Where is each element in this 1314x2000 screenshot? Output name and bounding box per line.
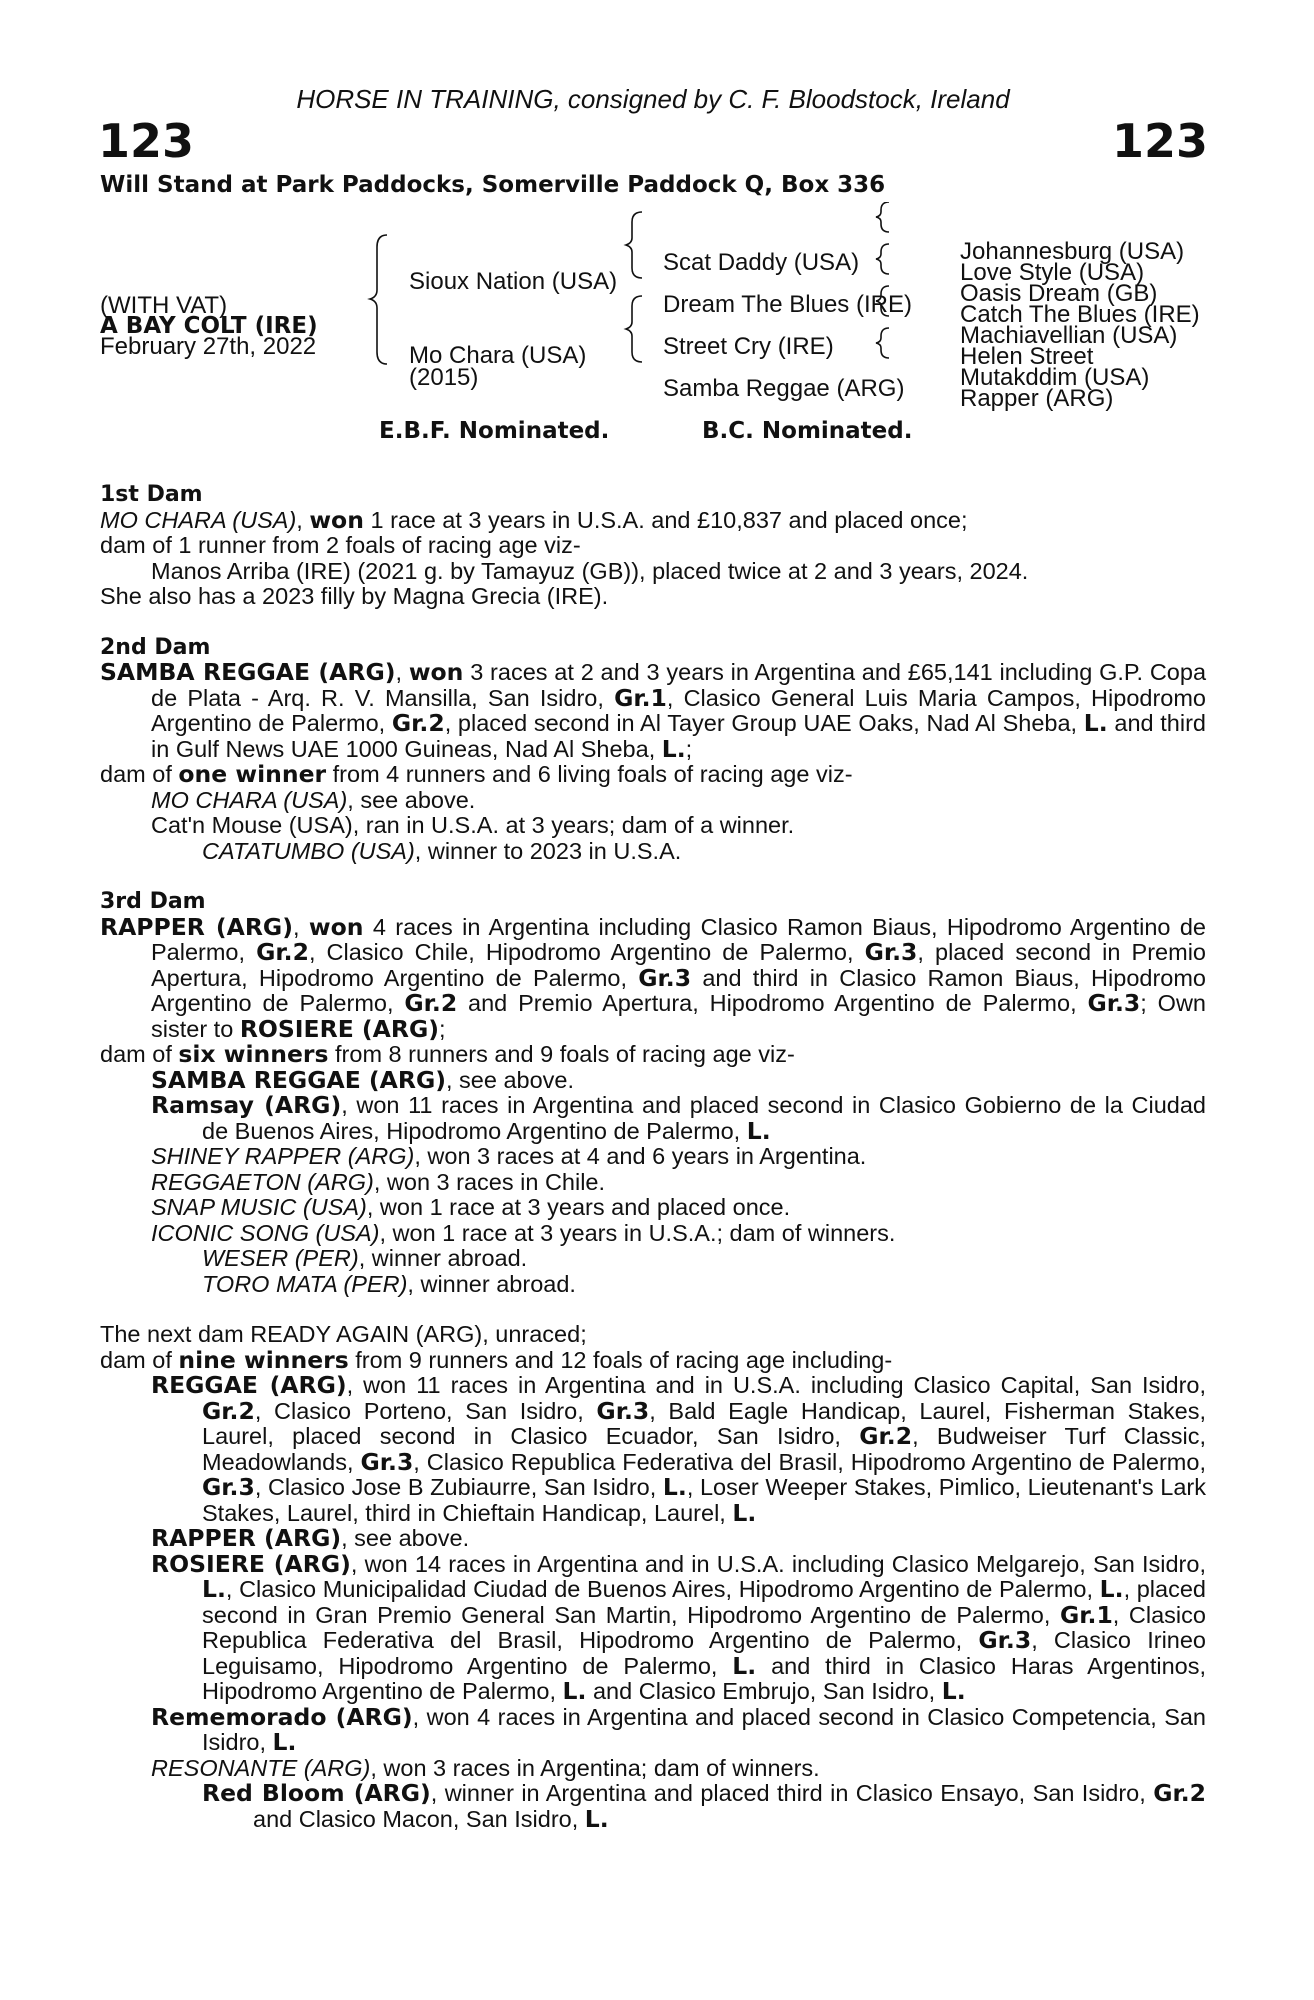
gen3-entry: Rapper (ARG) bbox=[960, 385, 1114, 412]
produce-text: dam of bbox=[100, 1041, 179, 1067]
listed-label: L. bbox=[1099, 1575, 1124, 1603]
produce-text: , Clasico Republica Federativa del Brasil, Hipodromo Argentino de Palermo, bbox=[413, 1448, 1206, 1475]
produce-text: , won 11 races in Argentina and in U.S.A. including Clasico Capital, San Isidro, bbox=[346, 1372, 1206, 1398]
group-label: Gr.3 bbox=[360, 1447, 414, 1476]
listed-label: L. bbox=[562, 1677, 587, 1705]
produce-entry bbox=[100, 788, 1206, 814]
produce-entry bbox=[100, 1373, 1206, 1526]
produce-text: and Clasico Embrujo, San Isidro, bbox=[586, 1678, 942, 1704]
third-dam-heading: 3rd Dam bbox=[100, 889, 206, 914]
group-label: Gr.2 bbox=[404, 989, 458, 1017]
vat-label: (WITH VAT) bbox=[100, 292, 228, 319]
dam-name: Mo Chara (USA) bbox=[409, 342, 587, 369]
second-dam-name: SAMBA REGGAE (ARG) bbox=[100, 658, 396, 686]
produce-name: CATATUMBO (USA) bbox=[202, 837, 415, 864]
record-text: ; bbox=[439, 1015, 446, 1042]
produce-name: TORO MATA (PER) bbox=[202, 1270, 408, 1297]
dam-sire: Street Cry (IRE) bbox=[663, 333, 834, 360]
produce-text: , won 3 races in Argentina; dam of winners. bbox=[370, 1754, 820, 1781]
produce-name: RAPPER (ARG) bbox=[151, 1524, 342, 1552]
produce-text: , Clasico Republica Federativa del Brasil, Hipodromo Argentino de Palermo, bbox=[202, 1601, 1206, 1653]
gen3-entry: Oasis Dream (GB) bbox=[960, 280, 1158, 307]
produce-name: REGGAETON (ARG) bbox=[151, 1168, 374, 1195]
won-label: won bbox=[308, 912, 364, 941]
produce-name: Ramsay (ARG) bbox=[151, 1091, 342, 1119]
foaling-date: February 27th, 2022 bbox=[100, 333, 317, 360]
bracket-sire-dam bbox=[370, 235, 387, 364]
produce-text: , winner abroad. bbox=[358, 1245, 528, 1271]
produce-text: , placed second in Gran Premio General San Martin, Hipodromo Argentino de Palermo, bbox=[202, 1576, 1206, 1628]
produce-text: , see above. bbox=[445, 1066, 575, 1093]
first-dam-note: She also has a 2023 filly by Magna Grecia (IRE). bbox=[100, 583, 609, 609]
produce-name: ROSIERE (ARG) bbox=[151, 1549, 351, 1578]
produce-entry bbox=[100, 1170, 1206, 1196]
produce-text: from 8 runners and 9 foals of racing age viz- bbox=[328, 1041, 795, 1067]
bracket-sire-line bbox=[626, 212, 642, 278]
sister-name: ROSIERE (ARG) bbox=[239, 1014, 439, 1043]
produce-text: , winner in Argentina and placed third in Clasico Ensayo, San Isidro, bbox=[430, 1780, 1154, 1806]
produce-entry: Cat'n Mouse (USA), ran in U.S.A. at 3 years; dam of a winner. bbox=[151, 812, 795, 838]
sire-sire: Scat Daddy (USA) bbox=[663, 249, 860, 276]
next-dam-produce bbox=[100, 1345, 1206, 1374]
bracket-gen3-1 bbox=[876, 202, 889, 232]
listed-label: L. bbox=[661, 734, 686, 763]
produce-text: , Budweiser Turf Classic, Meadowlands, bbox=[202, 1423, 1206, 1475]
third-dam-produce bbox=[100, 1042, 1206, 1068]
listed-label: L. bbox=[584, 1804, 609, 1833]
horse-name: A BAY COLT (IRE) bbox=[100, 313, 318, 339]
record-text: 3 races at 2 and 3 years in Argentina and £65,141 including G.P. Copa de Plata - Arq. R. V. Mansilla, San Isidro, bbox=[151, 659, 1207, 711]
produce-entry: Manos Arriba (IRE) (2021 g. by Tamayuz (GB)), placed twice at 2 and 3 years, 2024. bbox=[151, 557, 1029, 584]
produce-text: , Clasico Jose B Zubiaurre, San Isidro, bbox=[254, 1474, 663, 1500]
produce-entry bbox=[100, 1781, 1206, 1832]
gen3-entry: Helen Street bbox=[960, 343, 1094, 370]
produce-entry bbox=[100, 1221, 1206, 1247]
group-label: Gr.2 bbox=[256, 938, 309, 966]
produce-name: Rememorado (ARG) bbox=[151, 1702, 413, 1731]
second-dam-record: SAMBA REGGAE (ARG), won 3 races at 2 and 3 years in Argentina and £65,141 including G.P. Copa de Plata - Arq. R. V. Mansilla, San Isidro, Gr.1, Clasico General Luis Maria Campos, Hipodromo Argentino de Palermo, Gr.2, placed second in Al Tayer Group UAE Oaks, Nad Al Sheba, L. and third in Gulf News UAE 1000 Guineas, Nad Al Sheba, L.; bbox=[100, 658, 1207, 763]
produce-text: from 4 runners and 6 living foals of racing age viz- bbox=[326, 761, 853, 787]
first-dam-record: MO CHARA (USA), won 1 race at 3 years in U.S.A. and £10,837 and placed once; bbox=[100, 505, 968, 534]
stand-location: Will Stand at Park Paddocks, Somerville Paddock Q, Box 336 bbox=[100, 172, 886, 198]
bc-nomination: B.C. Nominated. bbox=[702, 418, 913, 444]
lot-number-left: 123 bbox=[98, 114, 195, 168]
produce-text: , Clasico Irineo Leguisamo, Hipodromo Argentino de Palermo, bbox=[202, 1627, 1206, 1679]
won-label: won bbox=[408, 658, 464, 686]
produce-name: ICONIC SONG (USA) bbox=[151, 1219, 380, 1246]
produce-text: , winner to 2023 in U.S.A. bbox=[414, 837, 682, 864]
produce-name: Red Bloom (ARG) bbox=[202, 1779, 431, 1807]
produce-entry bbox=[100, 1526, 1206, 1552]
produce-entry bbox=[100, 1272, 1206, 1298]
group-label: Gr.3 bbox=[596, 1396, 650, 1425]
produce-text: , won 14 races in Argentina and in U.S.A. including Clasico Melgarejo, San Isidro, bbox=[350, 1550, 1206, 1577]
produce-text: , Clasico Municipalidad Ciudad de Buenos Aires, Hipodromo Argentino de Palermo, bbox=[225, 1576, 1100, 1602]
produce-text: , Clasico Porteno, San Isidro, bbox=[254, 1397, 597, 1424]
ebf-nomination: E.B.F. Nominated. bbox=[379, 418, 610, 444]
group-label: Gr.3 bbox=[1087, 989, 1141, 1017]
winners-count: six winners bbox=[178, 1040, 329, 1068]
listed-label: L. bbox=[272, 1728, 297, 1756]
produce-entry bbox=[100, 1246, 1206, 1272]
listed-label: L. bbox=[941, 1677, 966, 1705]
produce-record bbox=[100, 482, 1206, 1832]
produce-entry bbox=[100, 1549, 1206, 1705]
first-dam-heading: 1st Dam bbox=[100, 482, 203, 507]
produce-name: WESER (PER) bbox=[202, 1245, 359, 1271]
produce-text: , won 1 race at 3 years in U.S.A.; dam of winners. bbox=[379, 1219, 896, 1246]
sire-dam: Dream The Blues (IRE) bbox=[663, 291, 912, 318]
produce-text: , see above. bbox=[341, 1525, 470, 1551]
group-label: Gr.2 bbox=[1153, 1779, 1206, 1807]
produce-text: , see above. bbox=[347, 786, 476, 813]
won-label: won bbox=[309, 505, 364, 534]
listed-label: L. bbox=[746, 1116, 771, 1145]
group-label: Gr.2 bbox=[391, 709, 445, 737]
record-text: 1 race at 3 years in U.S.A. and £10,837 and placed once; bbox=[363, 506, 968, 533]
produce-name: SNAP MUSIC (USA) bbox=[151, 1194, 367, 1220]
produce-text: , winner abroad. bbox=[407, 1270, 576, 1297]
dam-year: (2015) bbox=[409, 364, 479, 391]
listed-label: L. bbox=[662, 1473, 687, 1501]
produce-entry bbox=[100, 1093, 1206, 1144]
group-label: Gr.2 bbox=[202, 1396, 255, 1425]
record-text: ; Own sister to bbox=[151, 990, 1206, 1042]
record-text: 4 races in Argentina including Clasico Ramon Biaus, Hipodromo Argentino de Palermo, bbox=[151, 913, 1206, 965]
second-dam-produce bbox=[100, 762, 1206, 788]
record-text: and third in Clasico Ramon Biaus, Hipodromo Argentino de Palermo, bbox=[151, 964, 1206, 1016]
produce-entry bbox=[100, 839, 1206, 865]
bracket-gen3-4 bbox=[876, 328, 889, 358]
third-dam-record: RAPPER (ARG), won 4 races in Argentina including Clasico Ramon Biaus, Hipodromo Argentino de Palermo, Gr.2, Clasico Chile, Hipodromo Argentino de Palermo, Gr.3, placed second in Premio Apertura, Hipodromo Argentino de Palermo, Gr.3 and third in Clasico Ramon Biaus, Hipodromo Argentino de Palermo, Gr.2 and Premio Apertura, Hipodromo Argentino de Palermo, Gr.3; Own sister to ROSIERE (ARG); bbox=[100, 912, 1206, 1043]
gen3-entry: Catch The Blues (IRE) bbox=[960, 301, 1200, 328]
produce-text: , won 1 race at 3 years and placed once. bbox=[366, 1194, 791, 1220]
third-dam-name: RAPPER (ARG) bbox=[100, 912, 293, 941]
group-label: Gr.3 bbox=[638, 963, 692, 992]
produce-text: and third in Clasico Haras Argentinos, Hipodromo Argentino de Palermo, bbox=[202, 1652, 1206, 1704]
record-text: ; bbox=[685, 735, 693, 762]
gen3-entry: Love Style (USA) bbox=[960, 259, 1145, 286]
produce-text: from 9 runners and 12 foals of racing age including- bbox=[348, 1346, 893, 1373]
record-text: and Premio Apertura, Hipodromo Argentino de Palermo, bbox=[457, 990, 1088, 1016]
produce-name: RESONANTE (ARG) bbox=[151, 1754, 371, 1781]
listed-label: L. bbox=[202, 1575, 226, 1603]
sire-name: Sioux Nation (USA) bbox=[409, 268, 618, 295]
produce-name: REGGAE (ARG) bbox=[151, 1371, 347, 1399]
group-label: Gr.1 bbox=[1059, 1600, 1113, 1629]
produce-text: dam of bbox=[100, 1346, 179, 1373]
produce-text: , won 4 races in Argentina and placed second in Clasico Competencia, San Isidro, bbox=[202, 1703, 1207, 1755]
produce-text: , won 3 races at 4 and 6 years in Argentina. bbox=[414, 1143, 867, 1169]
group-label: Gr.3 bbox=[864, 938, 918, 966]
first-dam-produce: dam of 1 runner from 2 foals of racing age viz- bbox=[100, 532, 581, 558]
bracket-gen3-2 bbox=[876, 244, 889, 274]
produce-name: MO CHARA (USA) bbox=[151, 786, 348, 813]
produce-text: dam of bbox=[100, 761, 179, 787]
consignor-header: HORSE IN TRAINING, consigned by C. F. Bloodstock, Ireland bbox=[296, 84, 1010, 114]
next-dam-line: The next dam READY AGAIN (ARG), unraced; bbox=[100, 1321, 587, 1347]
produce-text: , Loser Weeper Stakes, Pimlico, Lieutenant's Lark Stakes, Laurel, third in Chieftain Handicap, Laurel, bbox=[202, 1474, 1207, 1526]
record-text: , Clasico General Luis Maria Campos, Hipodromo Argentino de Palermo, bbox=[151, 684, 1207, 736]
produce-entry bbox=[100, 1144, 1206, 1170]
produce-text: , won 3 races in Chile. bbox=[373, 1168, 606, 1195]
record-text: , Clasico Chile, Hipodromo Argentino de Palermo, bbox=[308, 939, 865, 965]
record-text: , placed second in Al Tayer Group UAE Oaks, Nad Al Sheba, bbox=[444, 710, 1084, 736]
lot-number-right: 123 bbox=[1111, 114, 1208, 168]
group-label: Gr.2 bbox=[859, 1422, 913, 1450]
produce-entry bbox=[100, 1702, 1207, 1756]
bracket-dam-line bbox=[626, 296, 642, 362]
listed-label: L. bbox=[732, 1498, 757, 1527]
produce-entry bbox=[100, 1065, 1206, 1094]
produce-text: and Clasico Macon, San Isidro, bbox=[253, 1805, 585, 1832]
first-dam-name: MO CHARA (USA) bbox=[100, 506, 297, 533]
winners-count: nine winners bbox=[178, 1345, 349, 1374]
group-label: Gr.3 bbox=[202, 1473, 255, 1501]
listed-label: L. bbox=[1083, 709, 1108, 737]
second-dam-heading: 2nd Dam bbox=[100, 634, 211, 660]
listed-label: L. bbox=[732, 1651, 757, 1680]
pedigree-table bbox=[100, 202, 1206, 512]
group-label: Gr.1 bbox=[614, 683, 667, 712]
produce-name: SAMBA REGGAE (ARG) bbox=[151, 1065, 446, 1094]
record-text: and third in Gulf News UAE 1000 Guineas, Nad Al Sheba, bbox=[151, 710, 1206, 762]
gen3-entry: Machiavellian (USA) bbox=[960, 322, 1178, 349]
record-text: , placed second in Premio Apertura, Hipodromo Argentino de Palermo, bbox=[151, 939, 1206, 991]
winners-count: one winner bbox=[178, 760, 327, 788]
group-label: Gr.3 bbox=[978, 1626, 1032, 1654]
produce-name: SHINEY RAPPER (ARG) bbox=[151, 1143, 415, 1169]
gen3-entry: Johannesburg (USA) bbox=[960, 238, 1185, 265]
produce-entry bbox=[100, 1756, 1206, 1782]
produce-text: , Bald Eagle Handicap, Laurel, Fisherman Stakes, Laurel, placed second in Clasico Ecuador, San Isidro, bbox=[202, 1397, 1206, 1449]
gen3-entry: Mutakddim (USA) bbox=[960, 364, 1150, 391]
produce-text: , won 11 races in Argentina and placed second in Clasico Gobierno de la Ciudad de Buenos Aires, Hipodromo Argentino de Palermo, bbox=[202, 1092, 1206, 1144]
dam-dam: Samba Reggae (ARG) bbox=[663, 375, 905, 402]
produce-entry bbox=[100, 1195, 1206, 1221]
